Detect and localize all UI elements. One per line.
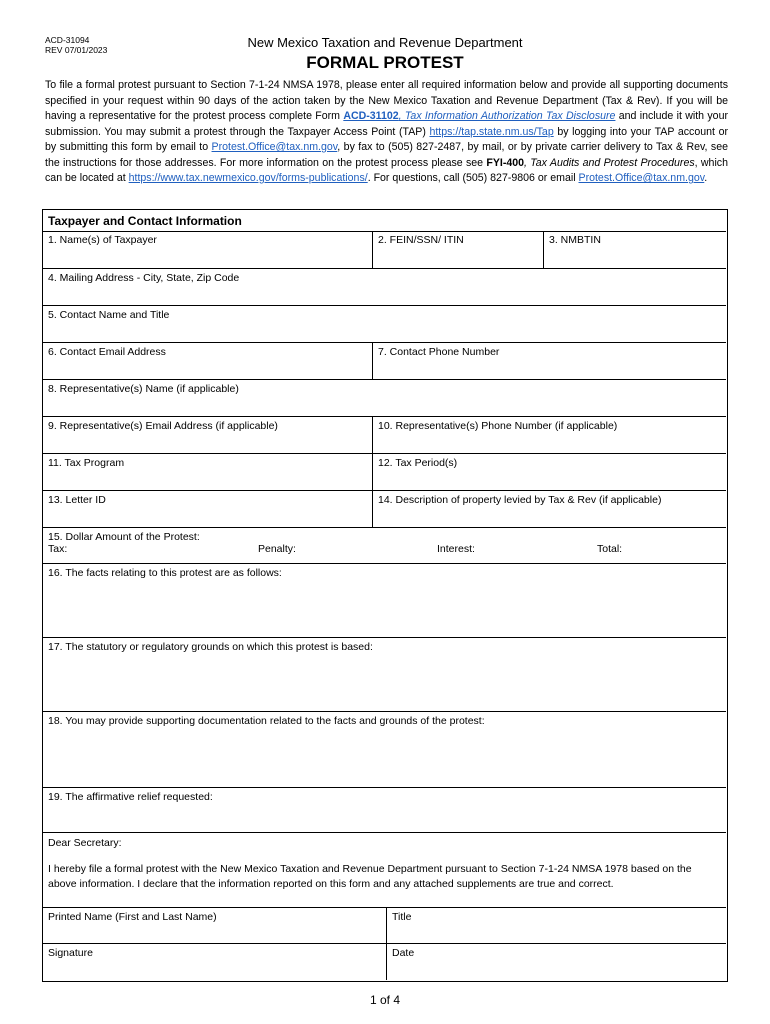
- label-f10: 10. Representative(s) Phone Number (if applicable): [378, 420, 618, 432]
- dollar-amount-field: [43, 528, 726, 563]
- representative-name-field[interactable]: [43, 380, 726, 416]
- row-facts: [43, 563, 726, 637]
- row-printed-name: [43, 907, 726, 943]
- protest-email-link[interactable]: Protest.Office@tax.nm.gov: [211, 141, 338, 153]
- row-representative-name: [43, 379, 726, 416]
- page-number: 1 of 4: [369, 993, 401, 1007]
- intro-text-3: by logging into your TAP account or by submitting this form by email to: [45, 125, 728, 153]
- row-letter-id: [43, 490, 726, 527]
- row-tax-program: [43, 453, 726, 490]
- total-amount-input[interactable]: Total:: [597, 543, 623, 555]
- tax-amount-input[interactable]: Tax:: [48, 543, 68, 555]
- row-supporting-docs: [43, 711, 726, 787]
- row-contact-info: [43, 342, 726, 379]
- declaration-block: [43, 833, 726, 907]
- row-address: [43, 268, 726, 305]
- intro-text-1: To file a formal protest pursuant to Section 7-1-24 NMSA 1978, please enter all required information below and provide all supporting documents specified in your request within 90 days of the action taken by the New Mexico Taxation and Revenue Department (Tax & Rev). If you will be having a representative for the protest process complete Form: [45, 79, 728, 122]
- label-f2: 2. FEIN/SSN/ ITIN: [378, 234, 464, 246]
- forms-publications-link[interactable]: https://www.tax.newmexico.gov/forms-publications/: [128, 172, 368, 184]
- printed-name-field[interactable]: [43, 908, 386, 943]
- label-title: Title: [392, 911, 412, 923]
- supporting-docs-field[interactable]: [43, 712, 726, 787]
- form-revision: REV 07/01/2023: [45, 45, 108, 55]
- fein-ssn-itin-field[interactable]: [372, 231, 543, 268]
- row-declaration: [43, 832, 726, 907]
- label-f18: 18. You may provide supporting documentation related to the facts and grounds of the protest:: [48, 715, 485, 727]
- label-f14: 14. Description of property levied by Tax & Rev (if applicable): [378, 494, 662, 506]
- intro-text-4: , by fax to (505) 827-2487, by mail, or by private carrier delivery to Tax & Rev, see the instructions for those addresses. For more information on the protest process please see: [45, 141, 728, 169]
- tax-period-field[interactable]: [372, 454, 726, 490]
- label-f17: 17. The statutory or regulatory grounds on which this protest is based:: [48, 641, 373, 653]
- intro-text-7: .: [704, 172, 708, 184]
- representative-phone-field[interactable]: [372, 417, 726, 453]
- fyi-400-ref: FYI-400: [486, 156, 525, 169]
- label-f11: 11. Tax Program: [48, 457, 125, 469]
- label-f8: 8. Representative(s) Name (if applicable): [48, 383, 239, 395]
- section-title: Taxpayer and Contact Information: [43, 210, 726, 232]
- label-f15: 15. Dollar Amount of the Protest:: [48, 531, 200, 543]
- row-signature: [43, 943, 726, 980]
- label-f5: 5. Contact Name and Title: [48, 309, 170, 321]
- form-number: ACD-31094: [45, 35, 90, 45]
- fyi-400-title: , Tax Audits and Protest Procedures: [524, 156, 695, 169]
- label-f1: 1. Name(s) of Taxpayer: [48, 234, 157, 246]
- row-representative-contact: [43, 416, 726, 453]
- label-f12: 12. Tax Period(s): [378, 457, 458, 469]
- contact-name-field[interactable]: [43, 306, 726, 342]
- tap-link[interactable]: https://tap.state.nm.us/Tap: [429, 125, 554, 138]
- row-dollar-amount: [43, 527, 726, 563]
- form-acd-31102-link[interactable]: ACD-31102: [343, 110, 399, 122]
- label-printed-name: Printed Name (First and Last Name): [48, 911, 217, 923]
- row-contact-name: [43, 305, 726, 342]
- label-date: Date: [392, 947, 415, 959]
- row-grounds: [43, 637, 726, 711]
- label-f7: 7. Contact Phone Number: [378, 346, 500, 358]
- property-description-field[interactable]: [372, 491, 726, 527]
- label-f6: 6. Contact Email Address: [48, 346, 166, 358]
- taxpayer-name-field[interactable]: [43, 231, 372, 268]
- signature-field[interactable]: [43, 944, 386, 980]
- row-relief: [43, 787, 726, 832]
- tax-program-field[interactable]: [43, 454, 372, 490]
- label-f3: 3. NMBTIN: [549, 234, 601, 246]
- form-acd-31102-title-link[interactable]: , Tax Information Authorization Tax Disclosure: [398, 110, 616, 122]
- label-f16: 16. The facts relating to this protest are as follows:: [48, 567, 282, 579]
- letter-id-field[interactable]: [43, 491, 372, 527]
- title-field[interactable]: [386, 908, 726, 943]
- interest-amount-input[interactable]: Interest:: [437, 543, 475, 555]
- nmbtin-field[interactable]: [543, 231, 726, 268]
- label-f9: 9. Representative(s) Email Address (if applicable): [48, 420, 278, 432]
- protest-form: [42, 209, 728, 982]
- page-title: FORMAL PROTEST: [306, 53, 464, 72]
- label-f13: 13. Letter ID: [48, 494, 106, 506]
- contact-email-field[interactable]: [43, 343, 372, 379]
- label-f4: 4. Mailing Address - City, State, Zip Code: [48, 272, 240, 284]
- representative-email-field[interactable]: [43, 417, 372, 453]
- penalty-amount-input[interactable]: Penalty:: [258, 543, 296, 555]
- intro-text-6: . For questions, call (505) 827-9806 or email: [367, 172, 579, 184]
- intro-paragraph: [45, 78, 728, 187]
- grounds-field[interactable]: [43, 638, 726, 711]
- facts-field[interactable]: [43, 564, 726, 637]
- intro-text-2: and include it with your submission. You may submit a protest through the Taxpayer Access Point (TAP): [45, 110, 728, 138]
- label-f19: 19. The affirmative relief requested:: [48, 791, 213, 803]
- row-taxpayer: [43, 231, 726, 268]
- salutation: Dear Secretary:: [48, 837, 122, 849]
- department-name: New Mexico Taxation and Revenue Department: [247, 35, 523, 50]
- date-field[interactable]: [386, 944, 726, 980]
- declaration-text: I hereby file a formal protest with the New Mexico Taxation and Revenue Department pursuant to Section 7-1-24 NMSA 1978 based on the above information. I declare that the information reported on this form and any attached supplements are true and correct.: [48, 863, 692, 890]
- intro-text-5: , which can be located at: [45, 156, 728, 184]
- mailing-address-field[interactable]: [43, 269, 726, 305]
- label-signature: Signature: [48, 947, 93, 959]
- relief-field[interactable]: [43, 788, 726, 832]
- protest-email-link-2[interactable]: Protest.Office@tax.nm.gov: [578, 172, 705, 184]
- contact-phone-field[interactable]: [372, 343, 726, 379]
